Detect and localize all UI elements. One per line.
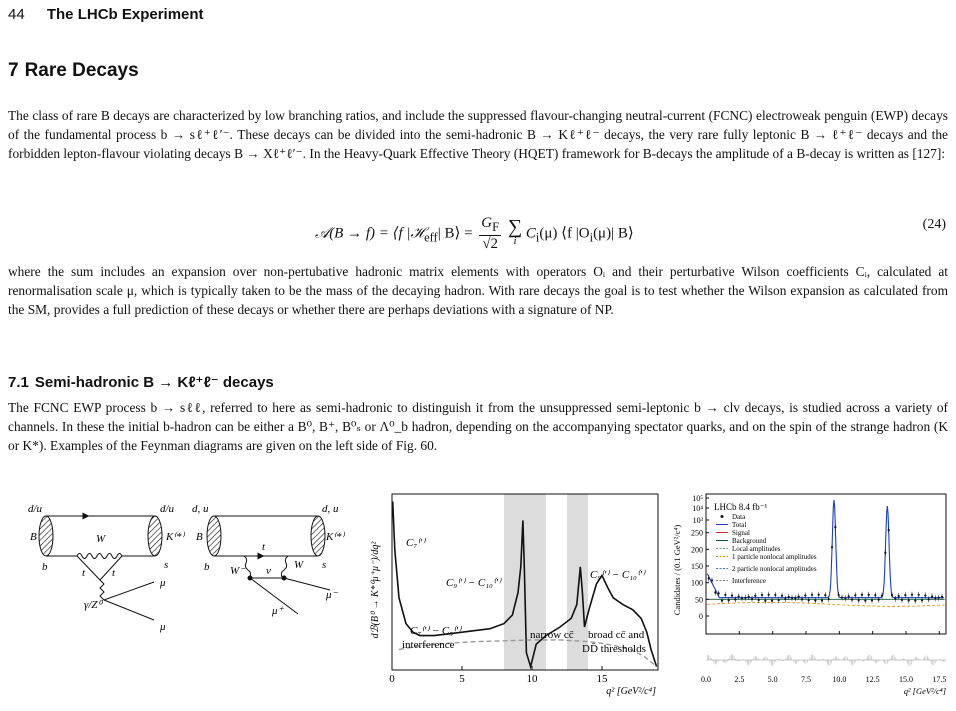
fd2-label-t: t [262,541,266,553]
subsection-number: 7.1 [8,374,29,391]
fd2-label-s: s [322,559,327,571]
chart1-ann-broad: broad cc̄ and [588,629,645,641]
fd2-label-K: K⁽*⁾ [326,531,345,543]
eq-lhs-sub: eff [424,230,438,245]
eq-rhs-tail: (μ)| B⟩ [593,225,634,242]
chart2-xtick-label: 15.0 [899,675,913,684]
eq-rhs-end: (μ) ⟨f |O [539,225,590,242]
paragraph-wilson: where the sum includes an expansion over non-pertubative hadronic matrix elements with operators Oᵢ and their perturbative Wilson coefficients Cᵢ, calculated at renormalisation scale μ, which is typically taken to be the mass of the decaying hadron. With rare decays the goal is to test whether the Wilson expansion as calculated from the SM, provides a full prediction of these decays or whether there are perhaps deviations with a signature of NP. [8,264,948,317]
fd1-label-B: B [30,531,37,543]
chart2-legend-label: 1 particle nonlocal amplitudes [732,553,817,561]
fd1-label-b: b [42,561,48,573]
chart2-xtick-label: 10.0 [832,675,847,684]
running-title: The LHCb Experiment [46,6,204,23]
chart1-xtick-label: 5 [459,673,465,685]
fd1-label-mu2: μ [160,621,166,633]
equation-number: (24) [922,217,946,232]
chart1-ylabel: dℬ(B⁰ → K*⁰μ⁺μ⁻)/dq² [370,541,381,639]
fd2-label-B: B [196,531,203,543]
eq-sum-symbol: ∑ [507,216,523,238]
section-title: Rare Decays [24,60,139,81]
page-header [8,6,204,23]
eq-rhs: C [525,225,536,242]
fd2-label-b: b [204,561,210,573]
feynman-diagrams [22,490,372,640]
chart1-xtick-label: 15 [596,673,608,685]
eq-numerator [479,215,501,236]
eq-sum [507,216,523,248]
subsection-title: Semi-hadronic B → Kℓ⁺ℓ⁻ decays [34,374,274,391]
chart2-ytick-label: 150 [691,562,703,571]
chart2-ytick-label: 200 [691,545,703,555]
chart1-ann-c9c10-left: C₉⁽′⁾ − C₁₀⁽′⁾ [446,577,501,589]
fd2-label-top-right: d, u [322,503,339,515]
subsection-heading [8,373,274,391]
chart1-ann-interference: interference [402,639,455,651]
fd2-label-W1: W [294,559,304,571]
eq-num-text: G [481,215,493,231]
eq-lhs: 𝒜(B → f) = ⟨f |ℋ [315,225,425,242]
paragraph-intro: The class of rare B decays are characterized by low branching ratios, and include the suppressed flavour-changing neutral-current (FCNC) electroweak penguin (EWP) decays of the fundamental process b → sℓ⁺ℓ′⁻. These decays can be divided into the semi-hadronic B → Kℓ⁺ℓ⁻ decays, the very rare fully leptonic B → ℓ⁺ℓ⁻ decays and the forbidden lepton-flavour violating decays B → Xℓ⁺ℓ′⁻. In the Heavy-Quark Effective Theory (HQET) framework for B-decays the amplitude of a B-decay is written as [127]: [8,108,948,161]
chart2-ytick-label: 10³ [692,516,703,525]
chart1-xtick-label: 0 [389,673,395,685]
paragraph-semihadronic: The FCNC EWP process b → sℓℓ, referred to here as semi-hadronic to distinguish it from the unsuppressed semi-leptonic b → clv decays, is studied across a variety of channels. In these the initial b-hadron can be either a B⁰, B⁺, B⁰ₛ or Λ⁰_b hadron, depending on the accompanying spectator quarks, and on the spin of the strange hadron (K or K*). Examples of the Feynman diagrams are given on the left side of Fig. 60. [8,400,948,453]
fd1-label-t1: t [82,567,86,579]
fd2-label-top-left: d, u [192,503,209,515]
equation-body [315,215,634,253]
chart2-legend-label: Interference [732,577,766,585]
chart1-ann-c7c9: C₇⁽′⁾ − C₉⁽′⁾ [410,625,461,637]
fd1-label-s: s [164,559,169,571]
chart2-ytick-label: 50 [695,595,703,605]
chart2-xtick-label: 5.0 [767,675,778,684]
eq-rhs-sub2: i [589,230,594,245]
chart2-xtick-label: 17.5 [932,675,947,684]
fd1-label-gz: γ/Z⁰ [84,599,102,611]
chart2-legend-label: Background [732,537,767,545]
chart2-ytick-label: 250 [691,528,703,538]
chart1-ann-c7: C₇⁽′⁾ [406,537,425,549]
chart2-legend-label: Signal [732,529,750,537]
fd1-label-top-right: d/u [160,503,175,515]
chart2-legend-label: Local amplitudes [732,545,781,553]
chart-branching-fraction [366,490,666,698]
chart2-ytick-label: 10⁵ [692,494,703,503]
chart2-xtick-label: 2.5 [734,675,745,684]
fd2-label-nu: ν [266,565,271,577]
fd2-label-muplus: μ⁺ [272,605,284,617]
fd1-label-K: K⁽*⁾ [166,531,185,543]
eq-num-sub: F [492,220,500,234]
fd2-label-W2: W⁻ [230,565,245,577]
chart2-xtick-label: 12.5 [865,675,880,684]
chart1-ann-narrow: narrow cc̄ [530,629,574,641]
chart-lhcb-fit [670,490,950,702]
chart2-xtick-label: 0.0 [701,675,711,684]
eq-fraction [479,215,501,253]
chart2-xlabel: q² [GeV²/c⁴] [903,686,946,696]
chart2-xtick-label: 7.5 [801,675,811,684]
chart2-legend-swatch-data [721,515,724,518]
chart1-ann-thresholds: DD̄ thresholds [582,643,646,655]
eq-denominator: √2 [482,236,499,252]
fd2-label-muminus: μ⁻ [326,589,338,601]
chart2-curve-1particle [707,602,944,606]
chart1-xlabel: q² [GeV²/c⁴] [606,686,656,697]
fd1-label-t2: t [112,567,116,579]
feynman-diagram-box [192,503,346,617]
page-number: 44 [8,6,25,23]
fd1-label-W: W [96,533,106,545]
chart2-ytick-label: 0 [699,612,703,621]
section-heading [8,60,139,82]
eq-rhs-sub: i [535,230,540,245]
feynman-diagram-penguin [28,503,186,633]
chart2-ytick-label: 100 [691,578,703,588]
chart1-ann-c9c10-right: C₉⁽′⁾ − C₁₀⁽′⁾ [590,569,645,581]
eq-lhs-end: | B⟩ = [437,225,473,242]
eq-sum-index: i [513,235,517,247]
section-number: 7 [8,60,19,81]
chart2-ylabel: Candidates / (0.1 GeV²/c⁴) [672,524,682,616]
fd1-label-top-left: d/u [28,503,43,515]
chart2-legend-label: Data [732,513,746,521]
chart2-legend-label: Total [732,521,747,529]
equation-24 [0,203,956,251]
chart1-xtick-label: 10 [526,673,538,685]
chart2-legend-label: 2 particle nonlocal amplitudes [732,565,817,573]
chart2-title: LHCb 8.4 fb⁻¹ [714,502,768,512]
fd1-label-mu1: μ [160,577,166,589]
chart2-ytick-label: 10⁴ [692,504,703,513]
